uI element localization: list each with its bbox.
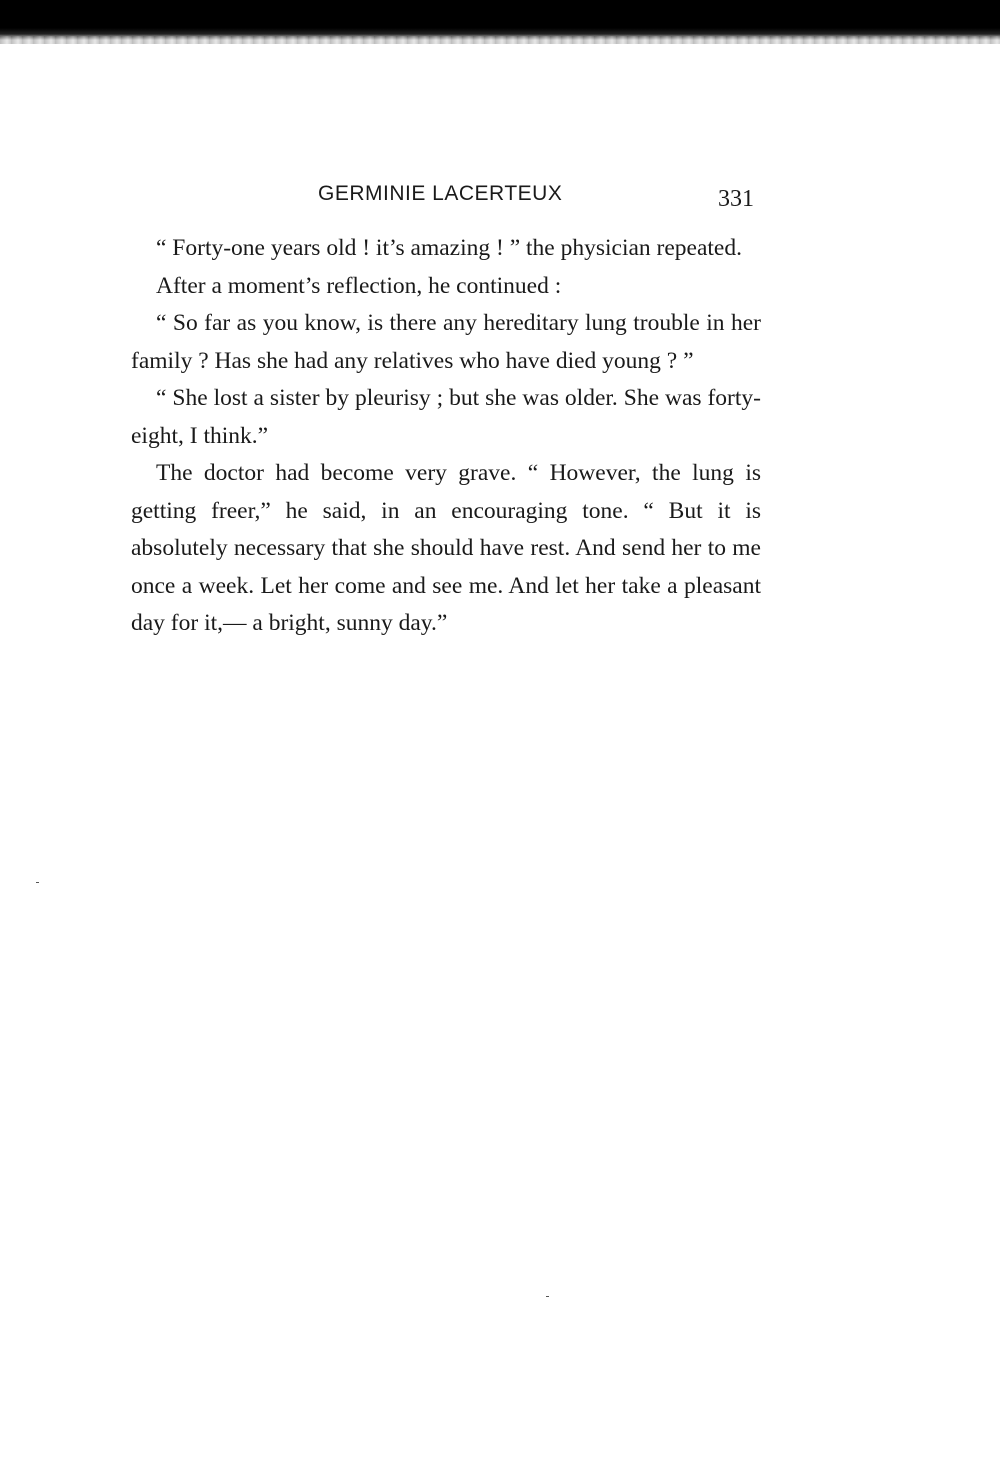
running-header-title: GERMINIE LACERTEUX (318, 182, 563, 205)
scan-border-edge (0, 36, 1000, 44)
page-number: 331 (718, 186, 754, 212)
body-text (131, 230, 761, 643)
paragraph: The doctor had become very grave. “ However, the lung is getting freer,” he said, in an encouraging tone. “ But it is absolutely necessary that she should have rest. And send her to me once a week. Let her come and see me. And let her take a pleasant day for it,— a bright, sunny day.” (131, 460, 761, 636)
scan-speck (36, 882, 39, 883)
paragraph: “ She lost a sister by pleurisy ; but she was older. She was forty-eight, I think.” (131, 385, 761, 449)
scan-speck (546, 1296, 549, 1297)
paragraph: After a moment’s reflection, he continued : (156, 272, 562, 299)
scan-top-border (0, 0, 1000, 40)
paragraph: “ Forty-one years old ! it’s amazing ! ” the physician repeated. (156, 235, 742, 261)
paragraph: “ So far as you know, is there any hereditary lung trouble in her family ? Has she had any relatives who have died young ? ” (131, 310, 761, 374)
